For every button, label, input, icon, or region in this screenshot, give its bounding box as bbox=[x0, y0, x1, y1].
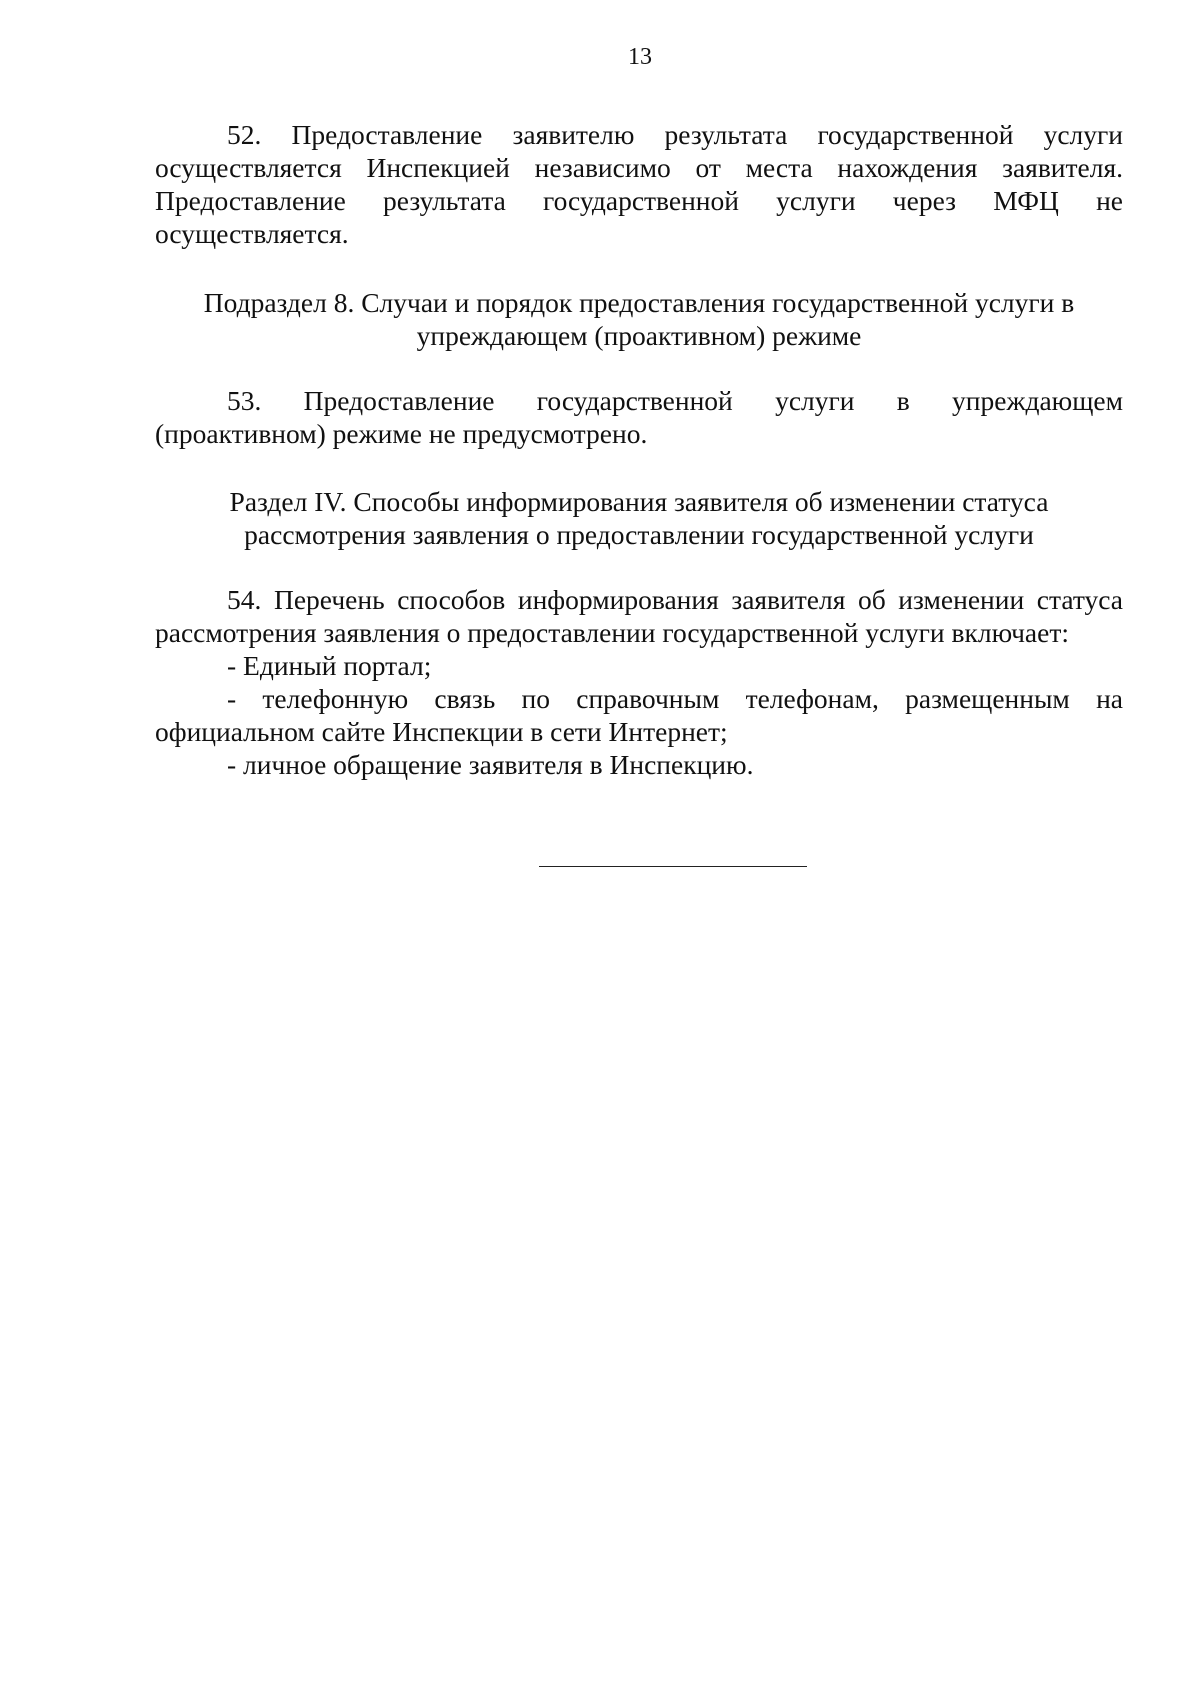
paragraph-52 bbox=[155, 118, 1123, 250]
list-item: - личное обращение заявителя в Инспекцию. bbox=[227, 749, 754, 780]
paragraph-54-intro: 54. Перечень способов информирования заявителя об изменении статуса рассмотрения заявления о предоставлении государственной услуги включает: bbox=[155, 584, 1123, 648]
end-of-text-rule bbox=[539, 866, 807, 867]
subsection-8-heading-line1: Подраздел 8. Случаи и порядок предоставления государственной услуги в bbox=[203, 287, 1075, 318]
subsection-8-heading bbox=[155, 286, 1123, 352]
paragraph-53 bbox=[155, 384, 1123, 450]
page-number: 13 bbox=[628, 44, 652, 70]
paragraph-52-text: 52. Предоставление заявителю результата государственной услуги осуществляется Инспекцией независимо от места нахождения заявителя. Предоставление результата государственной услуги через МФЦ не осуществляется. bbox=[155, 119, 1123, 249]
list-item: - телефонную связь по справочным телефонам, размещенным на официальном сайте Инспекции в сети Интернет; bbox=[155, 683, 1123, 747]
section-4-heading-line1: Раздел IV. Способы информирования заявителя об изменении статуса bbox=[229, 486, 1049, 517]
section-4-heading-line2: рассмотрения заявления о предоставлении государственной услуги bbox=[244, 519, 1034, 550]
paragraph-53-text: 53. Предоставление государственной услуги в упреждающем (проактивном) режиме не предусмотрено. bbox=[155, 385, 1123, 449]
paragraph-54 bbox=[155, 583, 1123, 781]
section-4-heading bbox=[155, 485, 1123, 551]
subsection-8-heading-line2: упреждающем (проактивном) режиме bbox=[416, 320, 862, 351]
list-item: - Единый портал; bbox=[227, 650, 432, 681]
